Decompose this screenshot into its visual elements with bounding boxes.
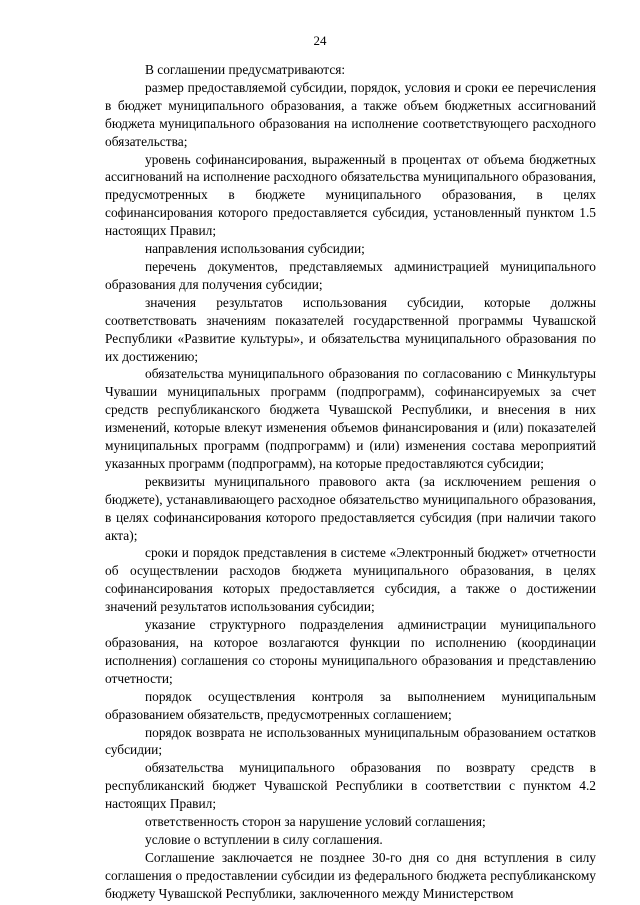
paragraph: порядок возврата не использованных муниципальным образованием остатков субсидии; bbox=[105, 724, 596, 758]
paragraph: сроки и порядок представления в системе «Электронный бюджет» отчетности об осуществлении расходов бюджета муниципального образования, в целях софинансирования которых предоставляется субсидия, а также о достижении значений результатов использования субсидии; bbox=[105, 545, 596, 615]
page-number: 24 bbox=[313, 33, 327, 48]
paragraph: порядок осуществления контроля за выполнением муниципальным образованием обязательств, предусмотренных соглашением; bbox=[105, 688, 596, 722]
paragraph: В соглашении предусматриваются: bbox=[145, 62, 346, 77]
paragraph: размер предоставляемой субсидии, порядок, условия и сроки ее перечисления в бюджет муниципального образования, а также объем бюджетных ассигнований бюджета муниципального образования на исполнение соответствующего расходного обязательства; bbox=[105, 79, 596, 149]
paragraph: реквизиты муниципального правового акта (за исключением решения о бюджете), устанавливающего расходное обязательство муниципального образования, в целях софинансирования которого предоставляется субсидия (при наличии такого акта); bbox=[105, 473, 596, 543]
paragraph: условие о вступлении в силу соглашения. bbox=[145, 831, 383, 847]
paragraph: указание структурного подразделения администрации муниципального образования, на которое возлагаются функции по исполнению (координации исполнения) соглашения со стороны муниципального образования и представлению отчетности; bbox=[105, 617, 596, 686]
paragraph: перечень документов, представляемых администрацией муниципального образования для получения субсидии; bbox=[105, 258, 596, 292]
paragraph: обязательства муниципального образования по согласованию с Минкультуры Чувашии муниципальных программ (подпрограмм), софинансируемых за счет средств республиканского бюджета Чувашской Республики, и внесения в них изменений, которые влекут изменения объемов финансирования и (или) показателей муниципальных программ (подпрограмм) и (или) изменения состава мероприятий указанных программ (подпрограмм), на которые предоставляются субсидии; bbox=[105, 366, 596, 471]
paragraph: обязательства муниципального образования по возврату средств в республиканский бюджет Чувашской Республики в соответствии с пунктом 4.2 настоящих Правил; bbox=[105, 760, 596, 812]
paragraph: уровень софинансирования, выраженный в процентах от объема бюджетных ассигнований на исполнение расходного обязательства муниципального образования, предусмотренных в бюджете муниципального образования, в целях софинансирования которого предоставляется субсидия, установленный пунктом 1.5 настоящих Правил; bbox=[105, 151, 596, 239]
paragraph: Соглашение заключается не позднее 30-го дня со дня вступления в силу соглашения о предоставлении субсидии из федерального бюджета республиканскому бюджету Чувашской Республики, заключенного между Министерством bbox=[105, 849, 596, 901]
paragraph: ответственность сторон за нарушение условий соглашения; bbox=[145, 814, 486, 830]
document-body bbox=[105, 61, 596, 903]
paragraph: значения результатов использования субсидии, которые должны соответствовать значениям показателей государственной программы Чувашской Республики «Развитие культуры», и обязательства муниципального образования по их достижению; bbox=[105, 294, 596, 364]
paragraph: направления использования субсидии; bbox=[145, 241, 365, 257]
